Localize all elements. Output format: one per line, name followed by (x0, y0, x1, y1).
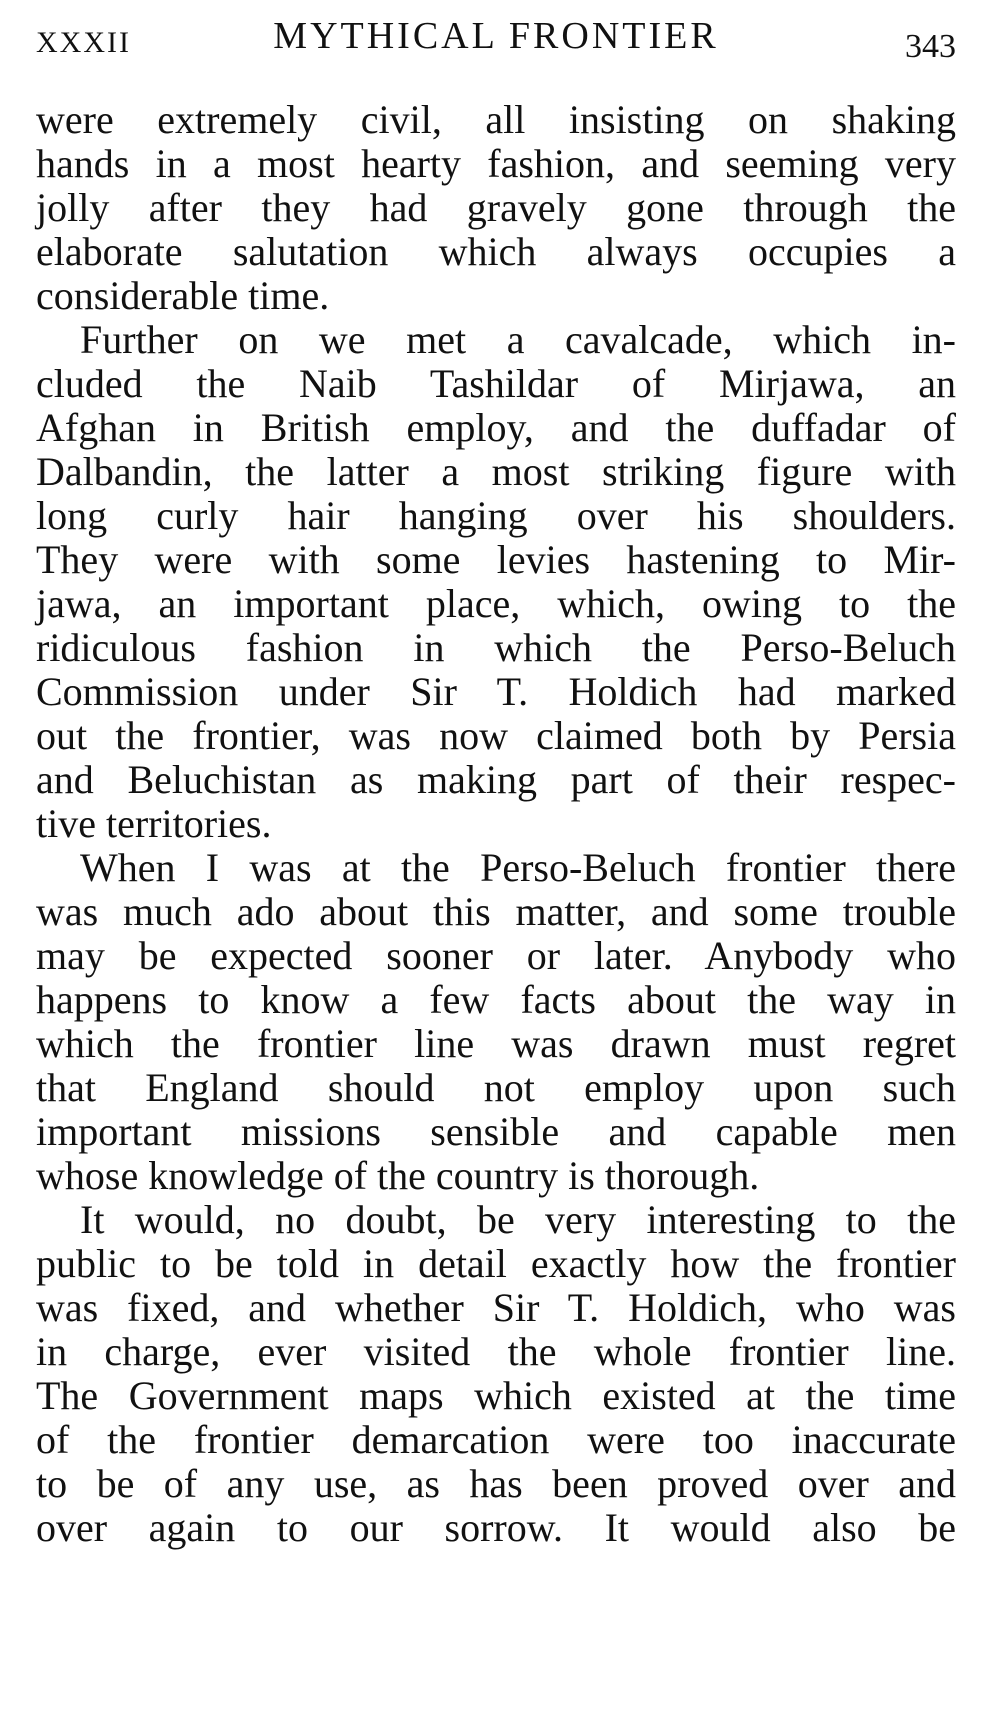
text-line: When I was at the Perso-Beluch frontier there (80, 845, 956, 890)
text-line: public to be told in detail exactly how the frontier (36, 1241, 956, 1286)
text-line: ridiculous fashion in which the Perso-Beluch (36, 625, 956, 670)
text-line: tive territories. (36, 801, 272, 846)
running-title: MYTHICAL FRONTIER (273, 15, 719, 57)
text-line: was much ado about this matter, and some trouble (36, 889, 956, 934)
text-line: important missions sensible and capable men (36, 1109, 956, 1154)
text-line: whose knowledge of the country is thorough. (36, 1153, 760, 1198)
text-line: long curly hair hanging over his shoulders. (36, 493, 956, 538)
text-line: jolly after they had gravely gone through the (36, 185, 956, 230)
text-line: hands in a most hearty fashion, and seeming very (36, 141, 956, 186)
text-line: and Beluchistan as making part of their respec- (36, 757, 956, 802)
text-line: considerable time. (36, 273, 330, 318)
text-line: Afghan in British employ, and the duffadar of (36, 405, 956, 450)
text-line: They were with some levies hastening to Mir- (36, 537, 956, 582)
body-text (36, 98, 956, 1550)
text-line: in charge, ever visited the whole frontier line. (36, 1329, 956, 1374)
chapter-number: XXXII (36, 26, 131, 59)
text-line: which the frontier line was drawn must regret (36, 1021, 956, 1066)
text-line: that England should not employ upon such (36, 1065, 956, 1110)
text-line: over again to our sorrow. It would also be (36, 1505, 956, 1550)
text-line: out the frontier, was now claimed both by Persia (36, 713, 956, 758)
text-line: Dalbandin, the latter a most striking figure with (36, 449, 956, 494)
text-line: jawa, an important place, which, owing to the (36, 581, 956, 626)
text-line: were extremely civil, all insisting on shaking (36, 97, 956, 142)
running-head (36, 14, 956, 70)
text-line: Further on we met a cavalcade, which in- (80, 317, 956, 362)
text-line: was fixed, and whether Sir T. Holdich, who was (36, 1285, 956, 1330)
text-line: The Government maps which existed at the time (36, 1373, 956, 1418)
text-line: elaborate salutation which always occupies a (36, 229, 956, 274)
text-line: happens to know a few facts about the way in (36, 977, 956, 1022)
page-number: 343 (905, 28, 956, 65)
text-line: Commission under Sir T. Holdich had marked (36, 669, 956, 714)
text-line: of the frontier demarcation were too inaccurate (36, 1417, 956, 1462)
text-line: It would, no doubt, be very interesting to the (80, 1197, 956, 1242)
text-line: may be expected sooner or later. Anybody who (36, 933, 956, 978)
text-line: cluded the Naib Tashildar of Mirjawa, an (36, 361, 956, 406)
text-line: to be of any use, as has been proved over and (36, 1461, 956, 1506)
